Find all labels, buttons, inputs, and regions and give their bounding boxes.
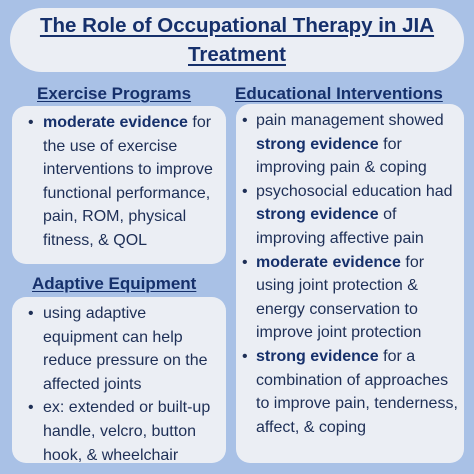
title-line-1: The Role of Occupational Therapy in JIA (39, 14, 435, 37)
page-title (40, 11, 434, 69)
exercise-list (28, 111, 218, 253)
evidence-level: moderate evidence (43, 114, 188, 131)
evidence-level: strong evidence (256, 206, 379, 224)
educational-card (236, 104, 464, 463)
evidence-level: strong evidence (256, 347, 379, 365)
item-text: psychosocial education had (256, 182, 453, 200)
adaptive-heading: Adaptive Equipment (32, 274, 197, 293)
exercise-heading: Exercise Programs (37, 84, 192, 103)
list-item (242, 345, 460, 439)
item-text: for improving pain & coping (256, 135, 427, 177)
list-item (242, 251, 460, 345)
item-text: for the use of exercise interventions to improve functional performance, pain, ROM, physical fitness, & QOL (43, 114, 213, 249)
adaptive-list (28, 302, 218, 467)
adaptive-card (12, 297, 226, 463)
list-item (28, 111, 218, 253)
educational-heading: Educational Interventions (235, 84, 443, 103)
list-item (28, 302, 218, 396)
list-item (242, 109, 460, 180)
educational-list (242, 109, 460, 439)
list-item (28, 396, 218, 467)
item-text: of improving affective pain (256, 206, 424, 247)
item-text: for using joint protection & energy conservation to improve joint protection (256, 253, 425, 342)
title-banner (10, 8, 464, 72)
evidence-level: moderate evidence (256, 253, 401, 271)
exercise-card (12, 106, 226, 264)
item-text: using adaptive equipment can help reduce pressure on the affected joints (43, 305, 208, 393)
item-text: ex: extended or built-up handle, velcro, button hook, & wheelchair (43, 399, 211, 464)
list-item (242, 180, 460, 251)
evidence-level: strong evidence (256, 135, 379, 153)
title-line-2: Treatment (188, 43, 286, 66)
item-text: for a combination of approaches to improve pain, tenderness, affect, & coping (256, 347, 458, 436)
item-text: pain management showed (256, 112, 444, 129)
